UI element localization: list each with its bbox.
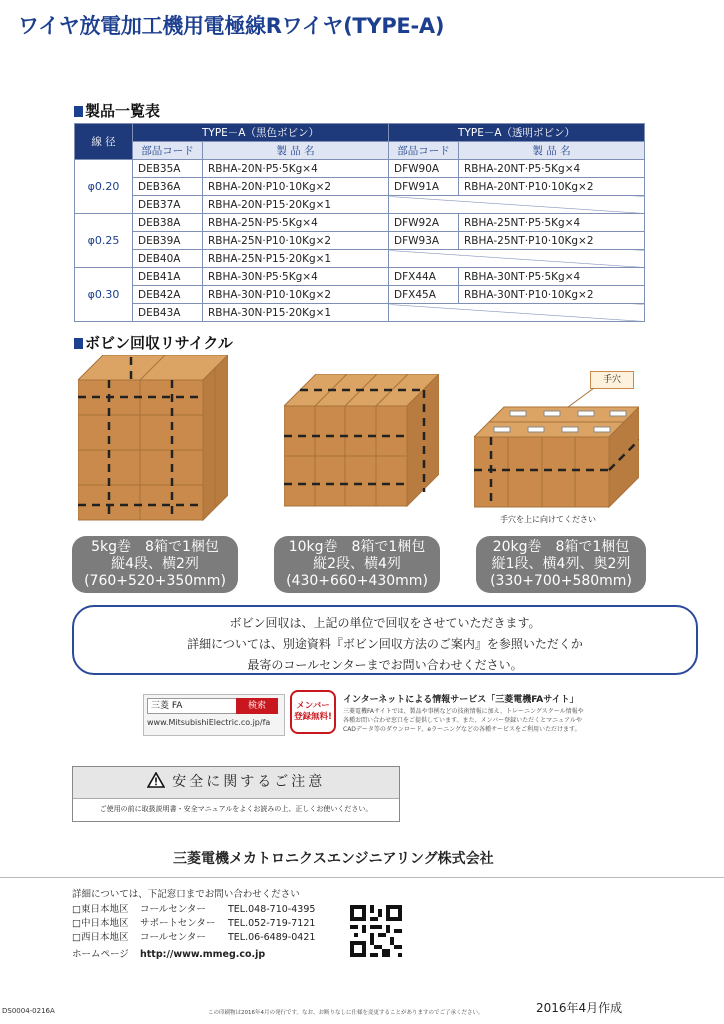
contact-area: □西日本地区	[72, 932, 129, 943]
header-gauge: 線 径	[75, 124, 133, 160]
info-body-line: 三菱電機FAサイトでは、製品や事例などの技術情報に加え、トレーニングスクール情報や	[343, 708, 584, 715]
b-name: RBHA-25NT·P10·10Kg×2	[459, 232, 645, 250]
gauge-cell: φ0.30	[75, 268, 133, 322]
b-name: RBHA-20NT·P5·5Kg×4	[459, 160, 645, 178]
a-code: DEB40A	[133, 250, 203, 268]
member-badge-line: 登録無料!	[294, 712, 332, 722]
safety-body: ご使用の前に取扱説明書・安全マニュアルをよくお読みの上、正しくお使いください。	[99, 805, 373, 813]
b-code: DFW93A	[389, 232, 459, 250]
contact-center: コールセンター	[140, 932, 206, 943]
contact-intro: 詳細については、下記窓口までお問い合わせください	[72, 889, 300, 900]
a-name: RBHA-20N·P10·10Kg×2	[203, 178, 389, 196]
b-name: RBHA-30NT·P10·10Kg×2	[459, 286, 645, 304]
table-row	[75, 214, 645, 232]
a-code: DEB37A	[133, 196, 203, 214]
homepage-label: ホームページ	[72, 949, 129, 960]
document-code: DS0004-0216A	[2, 1007, 55, 1015]
b-name: RBHA-20NT·P10·10Kg×2	[459, 178, 645, 196]
contact-tel[interactable]: TEL.06-6489-0421	[228, 932, 316, 943]
hand-hole-callout: 手穴	[590, 371, 634, 389]
pack-line: (760+520+350mm)	[84, 573, 226, 589]
box-stack-20kg-illustration	[474, 385, 639, 510]
table-row	[75, 268, 645, 286]
a-name: RBHA-20N·P5·5Kg×4	[203, 160, 389, 178]
warning-icon	[147, 772, 165, 788]
a-code: DEB39A	[133, 232, 203, 250]
a-code: DEB42A	[133, 286, 203, 304]
footer-note: この印刷物は2016年4月の発行です。なお、お断りなしに仕様を変更することがありますのでご了承ください。	[208, 1010, 484, 1016]
heading-bullet	[74, 106, 83, 117]
divider	[0, 877, 724, 878]
b-name: RBHA-30NT·P5·5Kg×4	[459, 268, 645, 286]
a-name: RBHA-25N·P10·10Kg×2	[203, 232, 389, 250]
a-code: DEB38A	[133, 214, 203, 232]
recycle-heading-text: ボビン回収リサイクル	[85, 334, 233, 352]
homepage-link[interactable]: http://www.mmeg.co.jp	[140, 949, 266, 960]
search-button[interactable]: 検索	[236, 698, 278, 714]
safety-notice	[72, 766, 400, 822]
pack-line: (330+700+580mm)	[490, 573, 632, 589]
company-name: 三菱電機メカトロニクスエンジニアリング株式会社	[173, 851, 494, 867]
table-row	[75, 250, 645, 268]
a-name: RBHA-30N·P10·10Kg×2	[203, 286, 389, 304]
a-code: DEB41A	[133, 268, 203, 286]
pack-line: 20kg巻 8箱で1梱包	[492, 539, 630, 555]
header-group-b: TYPE－A（透明ボビン）	[389, 124, 645, 142]
b-code: DFX44A	[389, 268, 459, 286]
pack-line: 縦4段、横2列	[111, 556, 199, 572]
b-code: DFW90A	[389, 160, 459, 178]
page-title: ワイヤ放電加工機用電極線Rワイヤ(TYPE-A)	[18, 14, 445, 38]
header-code-b: 部品コード	[389, 142, 459, 160]
pack-line: 10kg巻 8箱で1梱包	[288, 539, 426, 555]
product-table	[74, 123, 645, 322]
contact-center: サポートセンター	[140, 918, 216, 929]
pack-line: 縦2段、横4列	[313, 556, 401, 572]
a-name: RBHA-30N·P5·5Kg×4	[203, 268, 389, 286]
a-name: RBHA-25N·P5·5Kg×4	[203, 214, 389, 232]
pack-info-20kg	[476, 536, 646, 593]
empty-cell	[389, 196, 645, 214]
header-name-a: 製 品 名	[203, 142, 389, 160]
gauge-cell: φ0.20	[75, 160, 133, 214]
recycle-notice	[72, 605, 698, 675]
b-name: RBHA-25NT·P5·5Kg×4	[459, 214, 645, 232]
pack-line: (430+660+430mm)	[286, 573, 428, 589]
notice-line: 最寄のコールセンターまでお問い合わせください。	[247, 658, 523, 672]
box-stack-5kg-illustration	[78, 355, 228, 525]
recycle-heading	[74, 332, 233, 353]
safety-title: 安全に関するご注意	[172, 774, 326, 790]
a-code: DEB35A	[133, 160, 203, 178]
box-stack-10kg-illustration	[284, 374, 439, 509]
member-registration-badge	[290, 690, 336, 734]
info-body-line: CADデータ等のダウンロード、eラーニングなどの各種サービスをご利用いただけます。	[343, 726, 581, 733]
product-list-heading-text: 製品一覧表	[85, 102, 161, 120]
safety-header	[73, 767, 399, 799]
a-name: RBHA-30N·P15·20Kg×1	[203, 304, 389, 322]
b-code: DFW92A	[389, 214, 459, 232]
product-list-heading	[74, 100, 160, 121]
contact-area: □中日本地区	[72, 918, 129, 929]
contact-tel[interactable]: TEL.048-710-4395	[228, 904, 316, 915]
contact-area: □東日本地区	[72, 904, 129, 915]
table-row	[75, 178, 645, 196]
table-row	[75, 286, 645, 304]
header-code-a: 部品コード	[133, 142, 203, 160]
table-row	[75, 304, 645, 322]
issue-date: 2016年4月作成	[536, 1001, 623, 1015]
header-name-b: 製 品 名	[459, 142, 645, 160]
contact-center: コールセンター	[140, 904, 206, 915]
a-code: DEB43A	[133, 304, 203, 322]
hand-hole-note: 手穴を上に向けてください	[500, 515, 596, 524]
a-name: RBHA-20N·P15·20Kg×1	[203, 196, 389, 214]
a-name: RBHA-25N·P15·20Kg×1	[203, 250, 389, 268]
table-row	[75, 196, 645, 214]
header-group-a: TYPE－A（黒色ボビン）	[133, 124, 389, 142]
pack-line: 縦1段、横4列、奥2列	[491, 556, 631, 572]
fa-site-search	[143, 694, 285, 736]
qr-code-icon[interactable]	[350, 905, 402, 957]
empty-cell	[389, 304, 645, 322]
b-code: DFX45A	[389, 286, 459, 304]
info-service-heading: インターネットによる情報サービス「三菱電機FAサイト」	[343, 695, 579, 705]
empty-cell	[389, 250, 645, 268]
search-input[interactable]: 三菱 FA	[147, 698, 238, 714]
pack-info-5kg	[72, 536, 238, 593]
pack-info-10kg	[274, 536, 440, 593]
notice-line: 詳細については、別途資料『ボビン回収方法のご案内』を参照いただくか	[187, 637, 583, 651]
notice-line: ボビン回収は、上記の単位で回収をさせていただきます。	[229, 616, 541, 630]
table-row	[75, 232, 645, 250]
fa-site-url[interactable]: www.MitsubishiElectric.co.jp/fa	[147, 718, 271, 727]
info-service-body	[343, 707, 584, 734]
member-badge-line: メンバー	[296, 701, 330, 711]
table-row	[75, 160, 645, 178]
a-code: DEB36A	[133, 178, 203, 196]
heading-bullet	[74, 338, 83, 349]
gauge-cell: φ0.25	[75, 214, 133, 268]
contact-tel[interactable]: TEL.052-719-7121	[228, 918, 316, 929]
pack-line: 5kg巻 8箱で1梱包	[91, 539, 219, 555]
info-body-line: 各種お問い合わせ窓口をご提供しています。また、メンバー登録いただくとマニュアルや	[343, 717, 582, 724]
b-code: DFW91A	[389, 178, 459, 196]
